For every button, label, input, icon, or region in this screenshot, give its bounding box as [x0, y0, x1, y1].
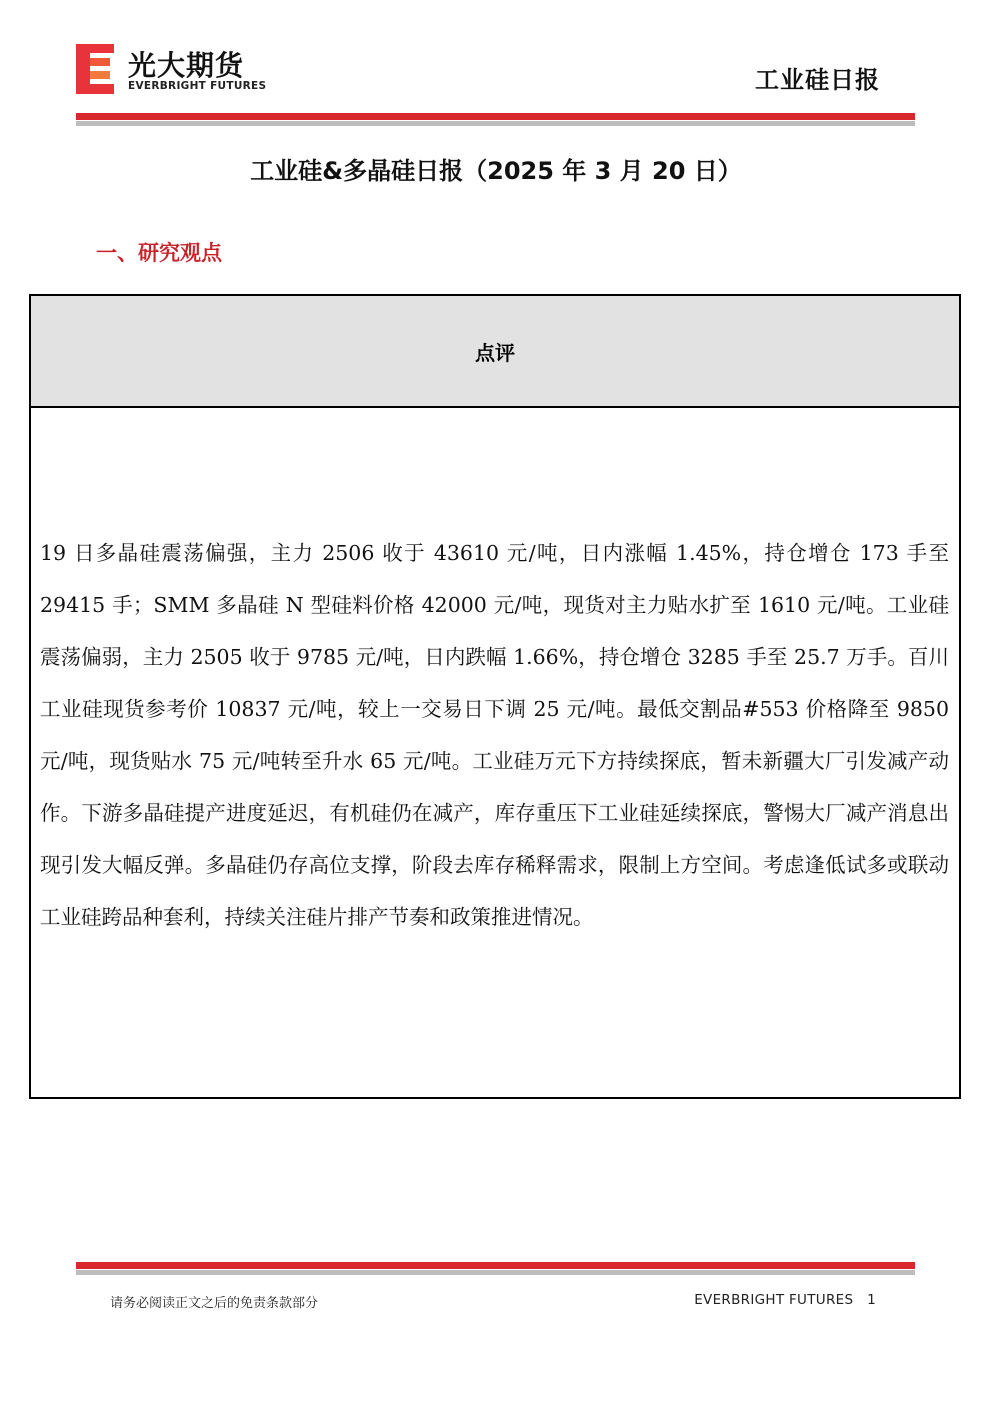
footer-divider — [76, 1262, 915, 1274]
footer-brand-page — [694, 1292, 876, 1308]
footer-disclaimer: 请务必阅读正文之后的免责条款部分 — [110, 1296, 319, 1311]
page-number: 1 — [867, 1292, 876, 1308]
section-heading: 一、研究观点 — [96, 241, 222, 265]
company-logo — [76, 42, 286, 98]
logo-chinese-name: 光大期货 — [128, 49, 245, 82]
everbright-logo-icon — [76, 42, 116, 96]
document-title: 工业硅&多晶硅日报（2025 年 3 月 20 日） — [250, 157, 742, 185]
report-type-title: 工业硅日报 — [755, 66, 880, 94]
commentary-table — [29, 294, 961, 1099]
header-divider — [76, 113, 915, 125]
table-header-cell — [31, 296, 959, 408]
logo-english-name: EVERBRIGHT FUTURES — [128, 80, 267, 92]
footer-brand: EVERBRIGHT FUTURES — [694, 1292, 854, 1308]
commentary-text: 19 日多晶硅震荡偏强，主力 2506 收于 43610 元/吨，日内涨幅 1.45%，持仓增仓 173 手至 29415 手；SMM 多晶硅 N 型硅料价格 42000 元/吨，现货对主力贴水扩至 1610 元/吨。工业硅震荡偏弱，主力 2505 收于 9785 元/吨，日内跌幅 1.66%，持仓增仓 3285 手至 25.7 万手。百川工业硅现货参考价 10837 元/吨，较上一交易日下调 25 元/吨。最低交割品#553 价格降至 9850 元/吨，现货贴水 75 元/吨转至升水 65 元/吨。工业硅万元下方持续探底，暂未新疆大厂引发减产动作。下游多晶硅提产进度延迟，有机硅仍在减产，库存重压下工业硅延续探底，警惕大厂减产消息出现引发大幅反弹。多晶硅仍存高位支撑，阶段去库存稀释需求，限制上方空间。考虑逢低试多或联动工业硅跨品种套利，持续关注硅片排产节奏和政策推进情况。 — [40, 541, 949, 929]
table-header-label: 点评 — [475, 340, 515, 365]
